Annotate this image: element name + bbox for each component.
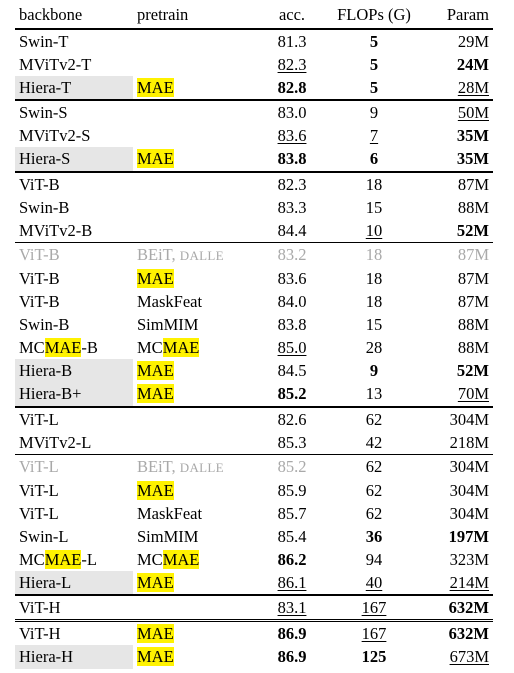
table-row xyxy=(15,313,493,336)
cell-flops: 62 xyxy=(365,457,383,477)
cell-backbone: ViT-L xyxy=(19,409,59,429)
results-table xyxy=(15,2,493,669)
cell-param: 88M xyxy=(457,315,489,335)
cell-acc: 83.8 xyxy=(277,315,307,335)
cell-acc: 86.9 xyxy=(277,647,307,667)
cell-pretrain xyxy=(133,196,251,219)
cell-backbone: MCMAE-L xyxy=(19,550,97,570)
cell-flops: 15 xyxy=(365,315,383,335)
cell-backbone: Hiera-B xyxy=(15,359,133,382)
header-pretrain: pretrain xyxy=(137,5,189,24)
cell-backbone: ViT-L xyxy=(19,503,59,523)
cell-pretrain-highlight: MAE xyxy=(137,647,174,667)
cell-pretrain-highlight: MAE xyxy=(137,624,174,644)
table-row-hiera xyxy=(15,382,493,406)
cell-pretrain-highlight: MAE xyxy=(137,361,174,381)
cell-acc: 82.3 xyxy=(277,55,307,75)
header-row xyxy=(15,2,493,29)
header-flops: FLOPs (G) xyxy=(337,5,411,24)
cell-pretrain-highlight: MAE xyxy=(137,268,174,288)
cell-backbone: Hiera-B+ xyxy=(15,382,133,406)
cell-backbone: ViT-L xyxy=(19,457,59,477)
cell-pretrain: BEiT, DALLE xyxy=(137,456,224,476)
cell-param: 87M xyxy=(457,245,489,265)
cell-param: 197M xyxy=(448,526,489,546)
cell-flops: 28 xyxy=(365,338,383,358)
cell-param: 218M xyxy=(449,432,489,452)
table-row xyxy=(15,431,493,455)
cell-pretrain xyxy=(133,595,251,621)
table-row xyxy=(15,336,493,359)
cell-backbone: Hiera-H xyxy=(15,645,133,668)
cell-acc: 83.0 xyxy=(277,103,307,123)
cell-flops: 18 xyxy=(365,245,383,265)
cell-acc: 82.8 xyxy=(277,78,307,98)
cell-pretrain: SimMIM xyxy=(137,526,199,546)
table-row xyxy=(15,124,493,147)
cell-pretrain: SimMIM xyxy=(137,315,199,335)
cell-backbone: Hiera-T xyxy=(15,76,133,100)
cell-backbone: Swin-S xyxy=(19,103,68,123)
cell-backbone: Swin-B xyxy=(19,315,70,335)
table-row xyxy=(15,525,493,548)
cell-pretrain xyxy=(133,407,251,431)
cell-pretrain xyxy=(133,29,251,53)
cell-pretrain xyxy=(133,219,251,243)
table-row xyxy=(15,595,493,621)
cell-acc: 83.6 xyxy=(277,126,307,146)
table-row xyxy=(15,196,493,219)
cell-flops: 62 xyxy=(365,409,383,429)
cell-acc: 82.6 xyxy=(277,409,307,429)
cell-backbone: Hiera-L xyxy=(15,571,133,595)
cell-flops: 13 xyxy=(365,384,383,404)
cell-flops: 5 xyxy=(369,32,379,51)
cell-flops: 5 xyxy=(369,55,379,75)
cell-param: 87M xyxy=(457,268,489,288)
cell-acc: 83.6 xyxy=(277,268,307,288)
cell-acc: 85.9 xyxy=(277,480,307,500)
table-row-muted xyxy=(15,242,493,267)
cell-backbone: Swin-T xyxy=(19,32,69,51)
cell-pretrain: BEiT, DALLE xyxy=(137,244,224,264)
cell-backbone: MViTv2-T xyxy=(19,55,92,75)
cell-acc: 82.3 xyxy=(277,174,307,194)
table-row-hiera xyxy=(15,359,493,382)
cell-param: 304M xyxy=(449,409,489,429)
cell-backbone: ViT-B xyxy=(19,268,60,288)
cell-flops: 7 xyxy=(369,126,379,146)
cell-pretrain xyxy=(133,172,251,196)
cell-param: 29M xyxy=(457,32,489,51)
cell-backbone: ViT-B xyxy=(19,174,60,194)
header-backbone: backbone xyxy=(19,5,83,24)
cell-pretrain xyxy=(133,53,251,76)
cell-flops: 5 xyxy=(369,78,379,98)
cell-param: 632M xyxy=(448,598,489,618)
cell-pretrain: MaskFeat xyxy=(137,503,203,523)
table-row xyxy=(15,267,493,290)
cell-acc: 83.3 xyxy=(277,197,307,217)
cell-acc: 83.1 xyxy=(277,598,307,618)
cell-flops: 18 xyxy=(365,268,383,288)
cell-param: 24M xyxy=(456,55,489,75)
cell-param: 304M xyxy=(449,457,489,477)
cell-param: 323M xyxy=(449,550,489,570)
cell-pretrain xyxy=(133,100,251,124)
cell-flops: 167 xyxy=(361,598,387,618)
table-row xyxy=(15,29,493,53)
cell-param: 52M xyxy=(456,361,489,381)
cell-backbone: MCMAE-B xyxy=(19,338,98,358)
cell-flops: 9 xyxy=(369,103,379,123)
cell-pretrain xyxy=(133,431,251,455)
table-row xyxy=(15,219,493,243)
cell-flops: 94 xyxy=(365,550,383,570)
header-param: Param xyxy=(446,5,489,24)
cell-acc: 83.8 xyxy=(277,149,307,169)
cell-acc: 83.2 xyxy=(277,245,307,265)
table-row-muted xyxy=(15,454,493,479)
table-row xyxy=(15,53,493,76)
cell-acc: 84.5 xyxy=(277,361,307,381)
cell-pretrain-highlight: MAE xyxy=(137,573,174,593)
cell-backbone: Swin-B xyxy=(19,197,70,217)
cell-param: 87M xyxy=(457,292,489,312)
cell-param: 214M xyxy=(449,573,489,593)
cell-backbone: Swin-L xyxy=(19,526,69,546)
cell-param: 632M xyxy=(415,621,493,646)
cell-acc: 86.1 xyxy=(277,573,307,593)
cell-backbone: Hiera-S xyxy=(15,147,133,171)
cell-acc: 85.0 xyxy=(277,338,307,358)
cell-param: 70M xyxy=(457,384,489,404)
cell-flops: 15 xyxy=(365,197,383,217)
cell-flops: 10 xyxy=(365,220,383,240)
results-table-container xyxy=(15,2,493,669)
cell-acc: 85.7 xyxy=(277,503,307,523)
cell-backbone: ViT-H xyxy=(15,621,133,646)
cell-flops: 18 xyxy=(365,174,383,194)
cell-flops: 40 xyxy=(365,573,383,593)
cell-flops: 18 xyxy=(365,292,383,312)
cell-flops: 9 xyxy=(369,361,379,381)
cell-backbone: ViT-L xyxy=(19,480,59,500)
cell-backbone: ViT-H xyxy=(19,598,61,618)
table-row xyxy=(15,548,493,571)
cell-backbone: ViT-B xyxy=(19,245,60,265)
cell-acc: 81.3 xyxy=(277,32,307,51)
cell-backbone: ViT-B xyxy=(19,292,60,312)
cell-param: 50M xyxy=(457,103,489,123)
cell-param: 304M xyxy=(449,480,489,500)
table-row-hiera xyxy=(15,76,493,100)
table-row xyxy=(15,172,493,196)
cell-acc: 86.9 xyxy=(251,621,333,646)
cell-pretrain-highlight: MAE xyxy=(137,480,174,500)
table-row xyxy=(15,407,493,431)
cell-flops: 62 xyxy=(365,480,383,500)
table-row-hiera xyxy=(15,147,493,171)
table-row xyxy=(15,621,493,646)
cell-param: 35M xyxy=(456,126,489,146)
cell-acc: 85.2 xyxy=(277,457,307,477)
cell-pretrain: MCMAE xyxy=(137,338,200,358)
cell-flops: 42 xyxy=(365,432,383,452)
cell-backbone: MViTv2-L xyxy=(19,432,92,452)
table-row xyxy=(15,290,493,313)
cell-flops: 167 xyxy=(361,624,387,644)
cell-param: 304M xyxy=(449,503,489,523)
table-row-hiera xyxy=(15,571,493,595)
cell-flops: 36 xyxy=(365,526,383,546)
cell-acc: 85.3 xyxy=(277,432,307,452)
cell-pretrain: MaskFeat xyxy=(137,292,203,312)
cell-param: 52M xyxy=(456,220,489,240)
table-row xyxy=(15,479,493,502)
cell-param: 88M xyxy=(457,338,489,358)
cell-acc: 84.4 xyxy=(277,220,307,240)
cell-acc: 84.0 xyxy=(277,292,307,312)
table-row-hiera xyxy=(15,645,493,668)
cell-pretrain-highlight: MAE xyxy=(137,384,174,404)
cell-acc: 86.2 xyxy=(277,550,307,570)
cell-param: 28M xyxy=(457,78,489,98)
cell-flops: 62 xyxy=(365,503,383,523)
cell-flops: 6 xyxy=(369,149,379,169)
cell-backbone: MViTv2-S xyxy=(19,126,91,146)
table-row xyxy=(15,502,493,525)
cell-acc: 85.4 xyxy=(277,526,307,546)
cell-pretrain-highlight: MAE xyxy=(137,78,174,98)
cell-param: 88M xyxy=(457,197,489,217)
cell-pretrain xyxy=(133,124,251,147)
cell-acc: 85.2 xyxy=(277,384,307,404)
cell-param: 35M xyxy=(456,149,489,169)
cell-pretrain: MCMAE xyxy=(137,550,200,570)
cell-param: 87M xyxy=(457,174,489,194)
cell-param: 673M xyxy=(449,647,489,667)
cell-backbone: MViTv2-B xyxy=(19,220,93,240)
header-acc: acc. xyxy=(278,5,306,24)
cell-flops: 125 xyxy=(361,647,387,667)
table-row xyxy=(15,100,493,124)
cell-pretrain-highlight: MAE xyxy=(137,149,174,169)
